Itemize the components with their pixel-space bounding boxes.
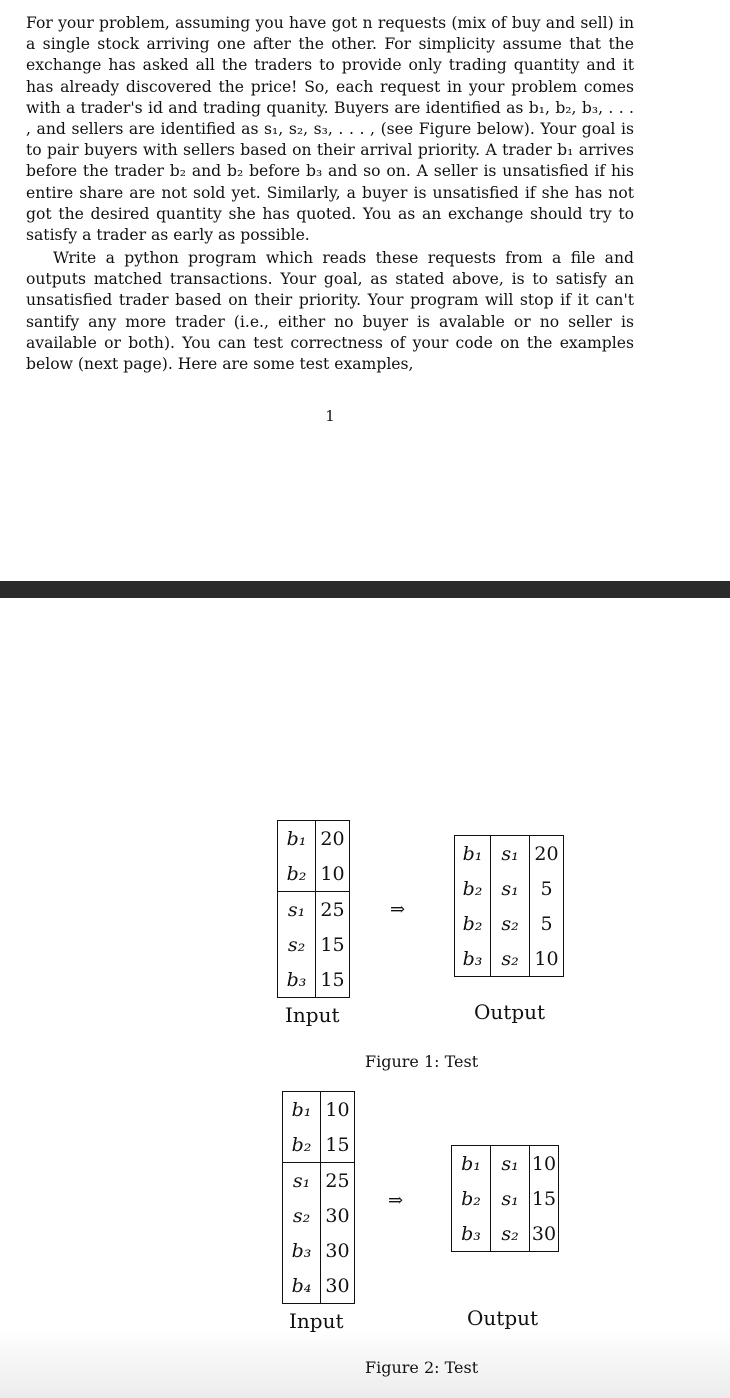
trader-id-cell: s₂ xyxy=(287,933,306,956)
trader-id-cell: s₁ xyxy=(490,836,529,871)
quantity-cell: 30 xyxy=(320,1268,354,1303)
quantity-cell: 25 xyxy=(315,892,349,927)
quantity-cell: 5 xyxy=(529,906,563,941)
figure1-input-table xyxy=(277,820,350,998)
figure2-caption: Figure 2: Test xyxy=(365,1358,479,1377)
quantity-cell: 15 xyxy=(529,1181,558,1216)
quantity-cell: 10 xyxy=(529,1146,558,1181)
trader-id-cell: b₄ xyxy=(291,1274,312,1297)
table-row xyxy=(278,962,349,997)
trader-id-cell: b₂ xyxy=(286,862,307,885)
problem-paragraph-1: For your problem, assuming you have got n requests (mix of buy and sell) in a single stock arriving one after the other. For simplicity assume that the exchange has asked all the traders to provide only trading quantity and it has already discovered the price! So, each request in your problem comes with a trader's id and trading quanity. Buyers are identified as b₁, b₂, b₃, . . . , and sellers are identified as s₁, s₂, s₃, . . . , (see Figure below). Your goal is to pair buyers with sellers based on their arrival priority. A trader b₁ arrives before the trader b₂ and b₂ before b₃ and so on. A seller is unsatisfied if his entire share are not sold yet. Similarly, a buyer is unsatisfied if she has not got the desired quantity she has quoted. You as an exchange should try to satisfy a trader as early as possible. xyxy=(26,14,634,245)
trader-id-cell: s₂ xyxy=(490,906,529,941)
table-row xyxy=(283,1127,354,1162)
figure2-output-label: Output xyxy=(467,1306,539,1330)
quantity-cell: 10 xyxy=(320,1092,354,1127)
table-row xyxy=(452,1146,558,1181)
trader-id-cell: b₂ xyxy=(461,1187,481,1210)
figure1-caption: Figure 1: Test xyxy=(365,1052,479,1071)
trader-id-cell: s₁ xyxy=(287,898,306,921)
quantity-cell: 30 xyxy=(529,1216,558,1251)
quantity-cell: 10 xyxy=(315,856,349,891)
trader-id-cell: b₁ xyxy=(461,1152,481,1175)
figure1-output-label: Output xyxy=(474,1000,546,1024)
quantity-cell: 5 xyxy=(529,871,563,906)
figure2-output-table xyxy=(451,1145,559,1252)
quantity-cell: 15 xyxy=(315,962,349,997)
trader-id-cell: b₃ xyxy=(461,1222,481,1245)
trader-id-cell: s₁ xyxy=(490,1181,529,1216)
table-row xyxy=(283,1198,354,1233)
table-row xyxy=(278,856,349,891)
figure2-input-label: Input xyxy=(289,1309,344,1333)
page-divider xyxy=(0,581,730,598)
table-row xyxy=(278,821,349,856)
figure1-output-table xyxy=(454,835,564,977)
page-2 xyxy=(0,598,730,1398)
trader-id-cell: s₁ xyxy=(292,1169,311,1192)
table-row xyxy=(283,1233,354,1268)
trader-id-cell: b₂ xyxy=(462,877,483,900)
figure2-arrow: ⇒ xyxy=(388,1190,404,1211)
quantity-cell: 25 xyxy=(320,1163,354,1198)
trader-id-cell: s₂ xyxy=(292,1204,311,1227)
trader-id-cell: s₁ xyxy=(490,871,529,906)
quantity-cell: 10 xyxy=(529,941,563,976)
table-row xyxy=(452,1216,558,1251)
trader-id-cell: b₃ xyxy=(462,947,483,970)
quantity-cell: 15 xyxy=(315,927,349,962)
trader-id-cell: s₂ xyxy=(490,1216,529,1251)
table-row xyxy=(278,891,349,927)
page-number: 1 xyxy=(325,407,335,425)
quantity-cell: 20 xyxy=(529,836,563,871)
quantity-cell: 20 xyxy=(315,821,349,856)
trader-id-cell: b₁ xyxy=(462,842,483,865)
figure1-input-label: Input xyxy=(285,1003,340,1027)
quantity-cell: 30 xyxy=(320,1198,354,1233)
table-row xyxy=(455,836,563,871)
trader-id-cell: s₁ xyxy=(490,1146,529,1181)
table-row xyxy=(283,1092,354,1127)
table-row xyxy=(283,1268,354,1303)
trader-id-cell: b₃ xyxy=(286,968,307,991)
trader-id-cell: b₁ xyxy=(291,1098,312,1121)
quantity-cell: 30 xyxy=(320,1233,354,1268)
trader-id-cell: b₂ xyxy=(462,912,483,935)
table-row xyxy=(455,941,563,976)
trader-id-cell: b₁ xyxy=(286,827,307,850)
problem-paragraph-2: Write a python program which reads these requests from a file and outputs matched transactions. Your goal, as stated above, is to satisfy an unsatisfied trader based on their priority. Your program will stop if it can't santify any more trader (i.e., either no buyer is avalable or no seller is available or both). You can test correctness of your code on the examples below (next page). Here are some test examples, xyxy=(26,249,634,374)
table-row xyxy=(455,906,563,941)
table-row xyxy=(455,871,563,906)
page-1 xyxy=(0,0,730,580)
table-row xyxy=(278,927,349,962)
trader-id-cell: b₃ xyxy=(291,1239,312,1262)
quantity-cell: 15 xyxy=(320,1127,354,1162)
trader-id-cell: s₂ xyxy=(490,941,529,976)
trader-id-cell: b₂ xyxy=(291,1133,312,1156)
table-row xyxy=(452,1181,558,1216)
figure2-input-table xyxy=(282,1091,355,1304)
figure1-arrow: ⇒ xyxy=(390,899,406,920)
table-row xyxy=(283,1162,354,1198)
